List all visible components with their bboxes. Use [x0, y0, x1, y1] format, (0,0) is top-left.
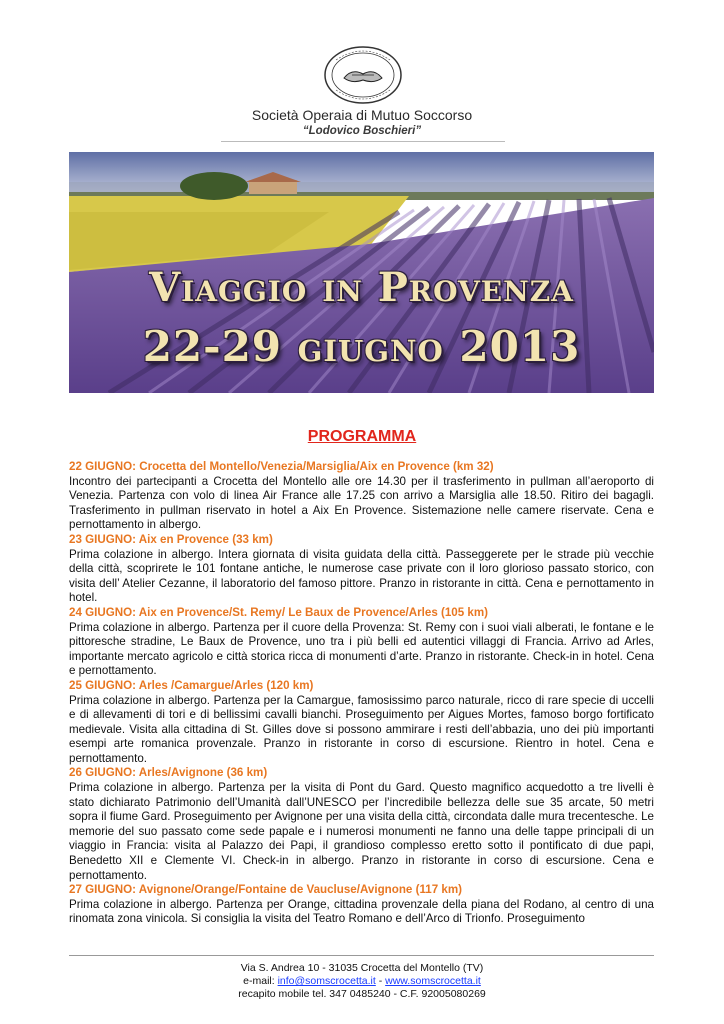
day-heading: 24 GIUGNO: Aix en Provence/St. Remy/ Le Baux de Provence/Arles (105 km)	[69, 605, 489, 619]
day-heading: 25 GIUGNO: Arles /Camargue/Arles (120 km)	[69, 678, 314, 692]
day-heading: 23 GIUGNO: Aix en Provence (33 km)	[69, 532, 273, 546]
handshake-seal-icon	[322, 44, 404, 106]
day-heading: 22 GIUGNO: Crocetta del Montello/Venezia/Marsiglia/Aix en Provence (km 32)	[69, 460, 494, 473]
section-title-programma: PROGRAMMA	[307, 428, 417, 445]
day-heading: 26 GIUGNO: Arles/Avignone (36 km)	[69, 766, 268, 780]
organization-name: Società Operaia di Mutuo Soccorso	[251, 107, 473, 123]
day-description: Prima colazione in albergo. Intera giornata di visita guidata della città. Passeggerete per le strade più vecchie della città, scoprirete le 101 fontane antiche, le numerose case private con il loro glorioso passato storico, con visita dell’ Atelier Cezanne, il laboratorio del famoso pittore. Pranzo in ristorante in città. Cena e pernottamento in hotel.	[69, 547, 654, 605]
footer-address: Via S. Andrea 10 - 31035 Crocetta del Montello (TV)	[240, 962, 484, 974]
banner-title: Viaggio in Provenza	[149, 264, 574, 311]
email-link[interactable]: info@somscrocetta.it	[277, 975, 376, 987]
email-label: e-mail:	[243, 975, 278, 987]
program-itinerary	[69, 460, 654, 927]
header-divider	[221, 141, 505, 142]
footer-divider	[69, 955, 654, 956]
footer	[0, 962, 724, 1001]
day-description: Prima colazione in albergo. Partenza per la visita di Pont du Gard. Questo magnifico acquedotto a tre livelli è stato dichiarato Patrimonio dell’Umanità dall’UNESCO per l’incredibile bellezza delle sue 35 arcate, 50 metri sopra il fiume Gard. Proseguimento per Avignone per una visita della città, circondata dalle mura trecentesche. Le memorie del suo passato come sede papale e i numerosi monumenti ne fanno una delle tappe principali di un viaggio in Francia: visita al Palazzo dei Papi, il grandioso complesso eretto sotto il pontificato di due papi, Benedetto XII e Clemente VI. Check-in in albergo. Pranzo in ristorante in corso di escursione. Cena e pernottamento.	[69, 781, 654, 882]
website-link[interactable]: www.somscrocetta.it	[385, 975, 481, 987]
organization-subtitle: “Lodovico Boschieri”	[302, 125, 422, 137]
day-description: Incontro dei partecipanti a Crocetta del Montello alle ore 14.30 per il trasferimento in pullman all’aeroporto di Venezia. Partenza con volo di linea Air France alle 17.25 con arrivo a Marsiglia alle 18.50. Ritiro dei bagagli. Trasferimento in pullman riservato in hotel a Aix En Provence. Sistemazione nelle camere riservate. Cena e pernottamento in albergo.	[69, 474, 654, 532]
footer-contact-line	[0, 975, 724, 988]
footer-phone-fiscal: recapito mobile tel. 347 0485240 - C.F. 92005080269	[238, 988, 486, 1000]
day-description: Prima colazione in albergo. Partenza per il cuore della Provenza: St. Remy con i suoi viali alberati, le fontane e le pittoresche stradine, Le Baux de Provence, uno tra i più belli ed autentici villaggi di Francia. Arrivo ad Arles, importante mercato agricolo e città storica ricca di monumenti d’arte. Pranzo in ristorante. Check-in in hotel. Cena e pernottamento.	[69, 620, 654, 678]
day-heading: 27 GIUGNO: Avignone/Orange/Fontaine de Vaucluse/Avignone (117 km)	[69, 883, 462, 897]
banner-dates: 22-29 giugno 2013	[142, 322, 581, 371]
provence-lavender-banner	[69, 152, 654, 393]
day-description: Prima colazione in albergo. Partenza per Orange, cittadina provenzale della piana del Rodano, al centro di una rinomata zona vinicola. Si consiglia la visita del Teatro Romano e dell’Arco di Trionfo. Proseguimento	[69, 897, 654, 926]
day-description: Prima colazione in albergo. Partenza per la Camargue, famosissimo parco naturale, ricco di rare specie di uccelli e di allevamenti di tori e di bellissimi cavalli bianchi. Proseguimento per Aigues Mortes, famoso borgo fortificato medievale. Visita alla cittadina di St. Gilles dove si possono ammirare i resti dell’abbazia, uno dei più importanti esempi arte romanica provenzale. Pranzo in ristorante in corso di escursione. Rientro in hotel. Cena e pernottamento.	[69, 693, 654, 765]
link-separator: -	[375, 975, 386, 987]
